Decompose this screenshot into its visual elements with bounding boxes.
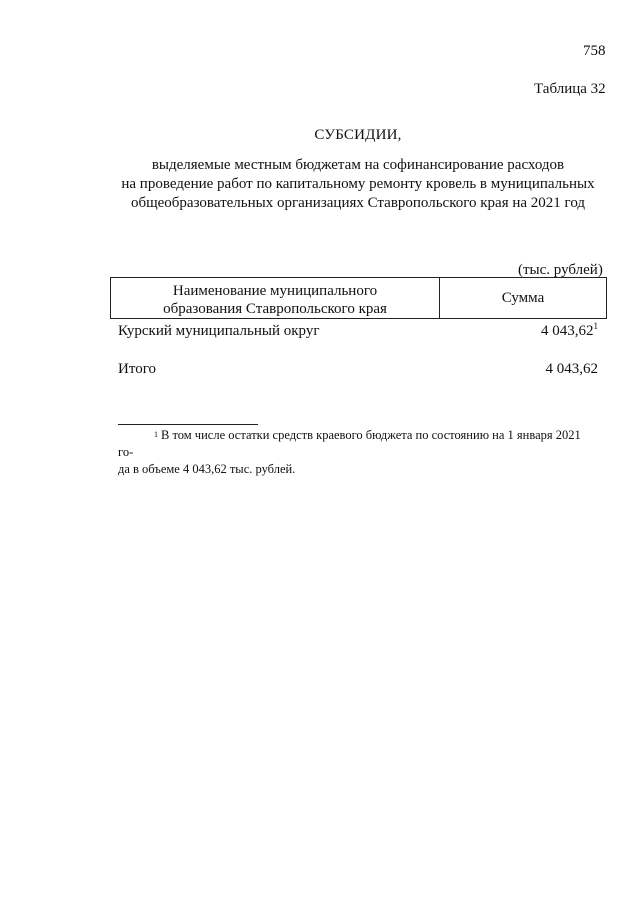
column-header-sum: Сумма: [501, 290, 545, 306]
subtitle-line-1: выделяемые местным бюджетам на софинансирование расходов: [151, 157, 565, 173]
subtitle-line-2: на проведение работ по капитальному ремонту кровель в муниципальных: [121, 176, 595, 192]
table-label: Таблица 32: [534, 81, 606, 97]
footnote-mark: 1: [154, 430, 158, 439]
total-row-name: Итого: [118, 361, 156, 377]
table-header: [110, 277, 607, 319]
document-title: СУБСИДИИ,: [314, 127, 402, 143]
footnote-text-line-2: да в объеме 4 043,62 тыс. рублей.: [118, 462, 296, 476]
units-label: (тыс. рублей): [518, 262, 603, 278]
column-header-name: [111, 282, 439, 318]
column-header-name-line-2: образования Ставропольского края: [163, 301, 387, 317]
total-row-value: 4 043,62: [545, 361, 598, 377]
table-row-amount: 4 043,62: [541, 323, 594, 339]
footnote-reference: 1: [593, 321, 598, 331]
subtitle-line-3: общеобразовательных организациях Ставропольского края на 2021 год: [130, 195, 586, 211]
footnote-separator: [118, 424, 258, 425]
page-number: 758: [583, 43, 606, 59]
table-row-value: [541, 323, 598, 340]
column-header-name-line-1: Наименование муниципального: [172, 283, 378, 299]
footnote-text-line-1: В том числе остатки средств краевого бюджета по состоянию на 1 января 2021 го-: [118, 428, 581, 459]
table-row-name: Курский муниципальный округ: [118, 323, 320, 339]
footnote: [118, 427, 598, 478]
